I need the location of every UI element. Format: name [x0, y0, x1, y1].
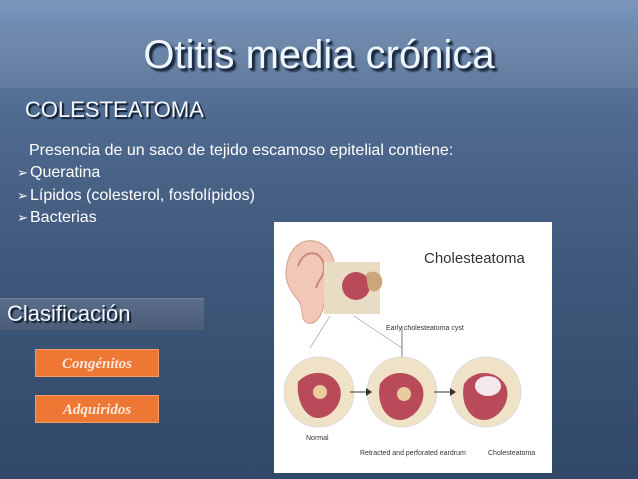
bullet-item: [17, 207, 255, 230]
label-cholesteatoma: Cholesteatoma: [488, 450, 536, 457]
illustration-title: Cholesteatoma: [424, 250, 525, 267]
retracted-view: [367, 357, 437, 427]
top-band: [0, 0, 638, 30]
bullet-list: [17, 162, 255, 230]
section-heading: Clasificación: [7, 301, 131, 326]
bullet-text: Queratina: [30, 164, 101, 181]
cholesteatoma-view: [451, 357, 521, 427]
bullet-item: [17, 162, 255, 185]
bullet-item: [17, 185, 255, 208]
bullet-text: Bacterias: [30, 209, 97, 226]
congenitos-button[interactable]: Congénitos: [35, 349, 159, 377]
arrow-bullet-icon: ➢: [17, 165, 28, 180]
adquiridos-button[interactable]: Adquiridos: [35, 395, 159, 423]
ossicle-shape: [313, 385, 327, 399]
normal-view: [284, 357, 354, 427]
middle-ear-shape: [342, 272, 370, 300]
slide-subtitle: COLESTEATOMA: [25, 97, 204, 122]
label-retracted: Retracted and perforated eardrum: [360, 450, 466, 457]
ear-anatomy-diagram: [274, 222, 552, 473]
description-text: Presencia de un saco de tejido escamoso epitelial contiene:: [29, 142, 454, 159]
label-normal: Normal: [306, 435, 329, 442]
ossicle-shape: [397, 387, 411, 401]
arrow-bullet-icon: ➢: [17, 187, 28, 203]
arrow-bullet-icon: ➢: [17, 210, 28, 225]
slide-title: Otitis media crónica: [143, 33, 495, 77]
zoom-line: [354, 316, 402, 348]
label-early-cyst: Early cholesteatoma cyst: [386, 325, 464, 332]
cholesteatoma-illustration: [274, 222, 552, 473]
bullet-text: Lípidos (colesterol, fosfolípidos): [30, 186, 255, 204]
cholesteatoma-mass: [475, 376, 501, 396]
